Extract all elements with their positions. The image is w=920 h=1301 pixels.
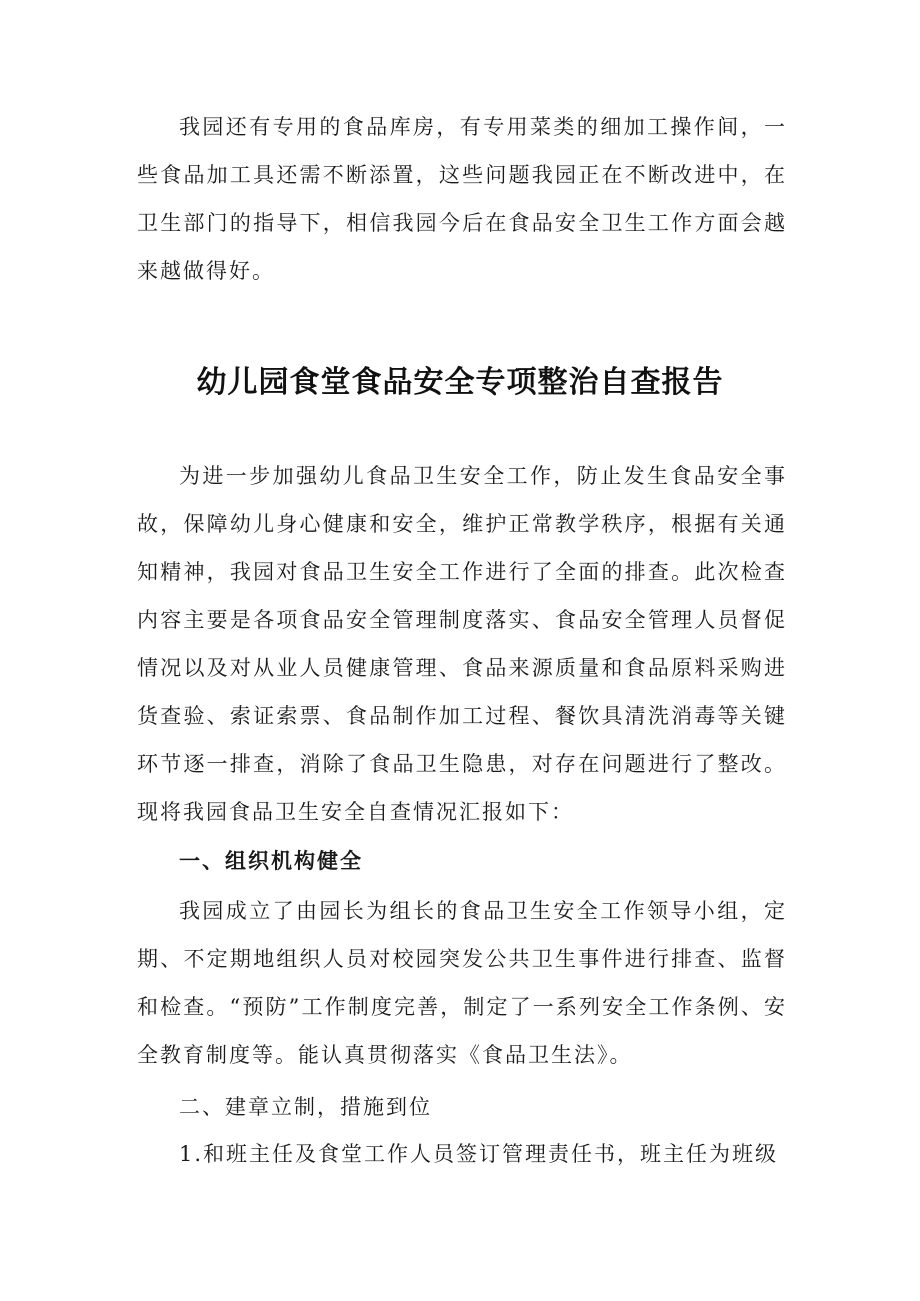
intro-paragraph: 我园还有专用的食品库房，有专用菜类的细加工操作间，一些食品加工具还需不断添置，这些问题我园正在不断改进中，在卫生部门的指导下，相信我园今后在食品安全卫生工作方面会越来越做得好。 <box>137 115 787 283</box>
section-1-heading: 一、组织机构健全 <box>179 849 363 873</box>
section-2-heading: 二、建章立制，措施到位 <box>179 1095 432 1119</box>
section-1-paragraph: 我园成立了由园长为组长的食品卫生安全工作领导小组，定期、不定期地组织人员对校园突发公共卫生事件进行排查、监督和检查。“预防”工作制度完善，制定了一系列安全工作条例、安全教育制度等。能认真贯彻落实《食品卫生法》。 <box>137 899 787 1067</box>
section-2-item-1: 1.和班主任及食堂工作人员签订管理责任书，班主任为班级 <box>179 1142 779 1166</box>
page-title: 幼儿园食堂食品安全专项整治自查报告 <box>196 365 724 400</box>
opening-paragraph: 为进一步加强幼儿食品卫生安全工作，防止发生食品安全事故，保障幼儿身心健康和安全，维护正常教学秩序，根据有关通知精神，我园对食品卫生安全工作进行了全面的排查。此次检查内容主要是各项食品安全管理制度落实、食品安全管理人员督促情况以及对从业人员健康管理、食品来源质量和食品原料采购进货查验、索证索票、食品制作加工过程、餐饮具清洗消毒等关键环节逐一排查，消除了食品卫生隐患，对存在问题进行了整改。现将我园食品卫生安全自查情况汇报如下： <box>137 464 787 824</box>
